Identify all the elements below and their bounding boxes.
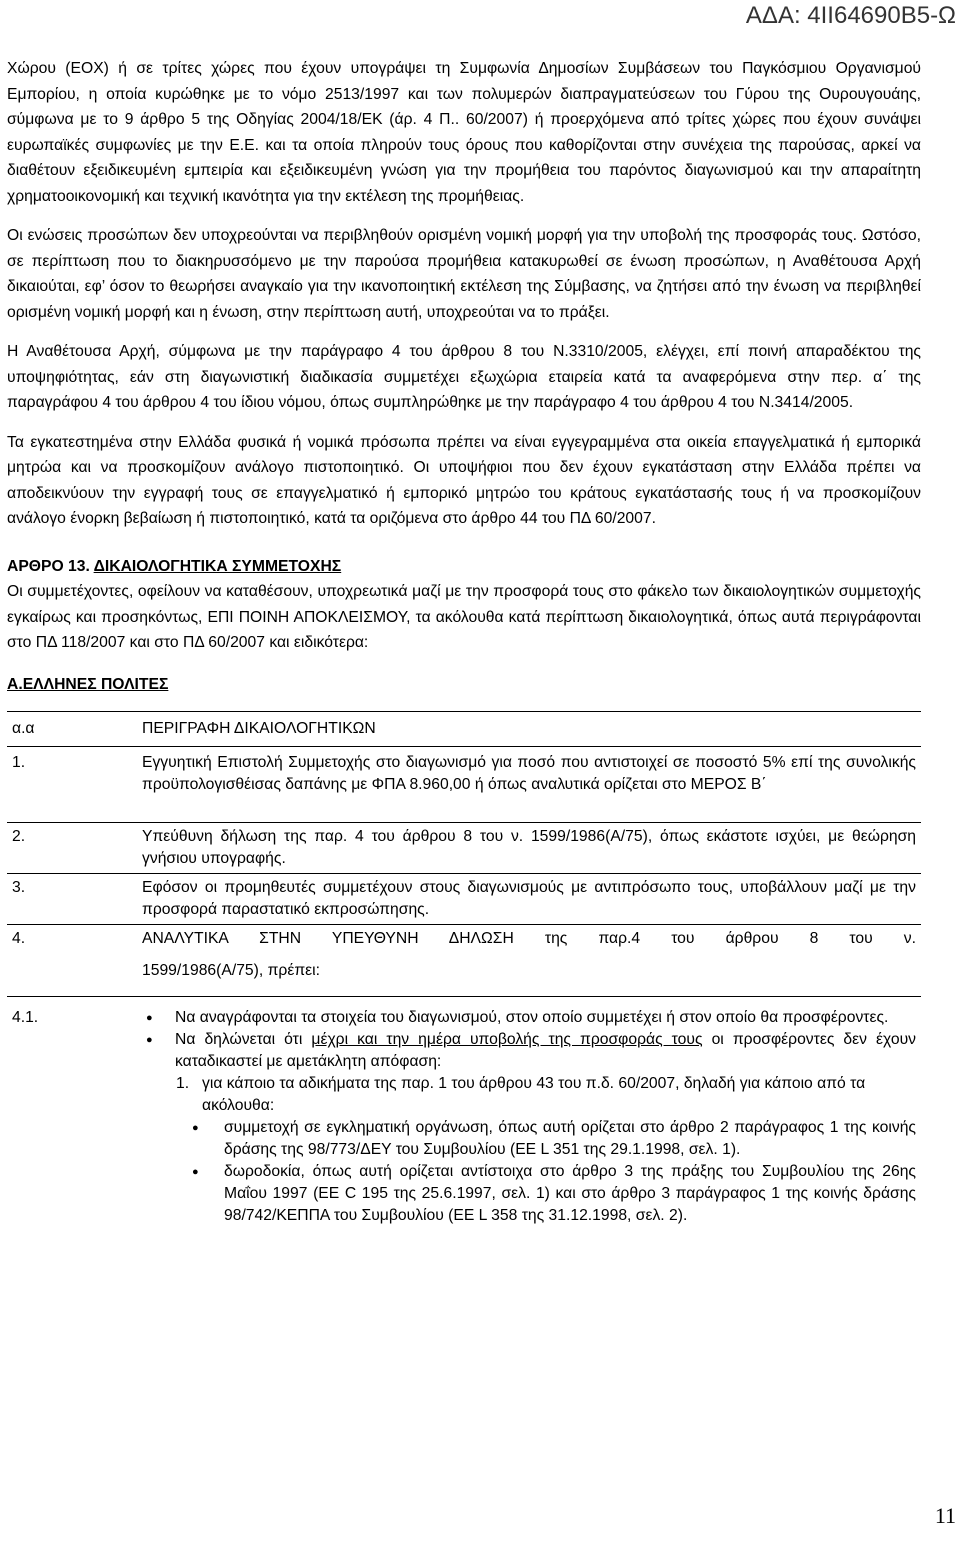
table-row xyxy=(7,874,921,925)
list-item: ● συμμετοχή σε εγκληματική οργάνωση, όπως αυτή ορίζεται στο άρθρο 2 παράγραφος 1 της κοινής δράσης της 98/773/ΔΕΥ του Συμβουλίου (ΕΕ L 351 της 29.1.1998, σελ. 1). xyxy=(190,1117,916,1161)
item-text: για κάποιο τα αδικήματα της παρ. 1 του άρθρου 43 του π.δ. 60/2007, δηλαδή για κάποιο από τα ακόλουθα: xyxy=(202,1075,866,1114)
article-label: ΑΡΘΡΟ 13. xyxy=(7,557,94,575)
sub-bullet-list xyxy=(142,1117,916,1227)
table-header-row xyxy=(7,712,921,747)
table-row xyxy=(7,997,921,1231)
row-num: 2. xyxy=(7,823,137,874)
section-subheading: Α.ΕΛΛΗΝΕΣ ΠΟΛΙΤΕΣ xyxy=(7,675,169,693)
item-text: Να δηλώνεται ότι xyxy=(175,1031,312,1048)
documents-table xyxy=(7,711,921,1230)
article-title: ΔΙΚΑΙΟΛΟΓΗΤΙΚΑ ΣΥΜΜΕΤΟΧΗΣ xyxy=(93,557,342,575)
paragraph: Η Αναθέτουσα Αρχή, σύμφωνα με την παράγραφο 4 του άρθρου 8 του Ν.3310/2005, ελέγχει, επί ποινή απαραδέκτου της υποψηφιότητας, εάν στη διαγωνιστική διαδικασία συμμετέχει εξωχώρια εταιρεία κατά τα αναφερόμενα στην περ. α΄ της παραγράφου 4 του άρθρου 4 του ίδιου νόμου, όπως συμπληρώθηκε με την παράγραφο 4 του άρθρου 4 του Ν.3414/2005. xyxy=(7,343,921,411)
row-text-line: ΑΝΑΛΥΤΙΚΑ ΣΤΗΝ ΥΠΕΥΘΥΝΗ ΔΗΛΩΣΗ της παρ.4 του άρθρου 8 του ν. xyxy=(142,930,916,947)
item-number: 1. xyxy=(176,1075,190,1092)
list-item: ● δωροδοκία, όπως αυτή ορίζεται αντίστοιχα στο άρθρο 3 της πράξης του Συμβουλίου της 26ης Μαΐου 1997 (ΕΕ C 195 της 25.6.1997, σελ. 1) και στο άρθρο 3 παράγραφος 1 της κοινής δράσης 98/742/ΚΕΠΠΑ του Συμβουλίου (ΕΕ L 358 της 31.12.1998, σελ. 2). xyxy=(190,1161,916,1227)
ada-code: ΑΔΑ: 4ΙΙ64690Β5-Ω xyxy=(745,2,956,29)
row-num: 1. xyxy=(7,747,137,823)
article-heading xyxy=(7,554,921,580)
document-body xyxy=(7,56,921,1230)
header-desc: ΠΕΡΙΓΡΑΦΗ ΔΙΚΑΙΟΛΟΓΗΤΙΚΩΝ xyxy=(137,712,921,747)
page-number: 11 xyxy=(934,1503,956,1528)
article-intro: Οι συμμετέχοντες, οφείλουν να καταθέσουν, υποχρεωτικά μαζί με την προσφορά τους στο φάκελο των δικαιολογητικών συμμετοχής εγκαίρως και προσηκόντως, ΕΠΙ ΠΟΙΝΗ ΑΠΟΚΛΕΙΣΜΟΥ, τα ακόλουθα κατά περίπτωση δικαιολογητικά, όπως αυτά περιγράφονται στο ΠΔ 118/2007 και στο ΠΔ 60/2007 και ειδικότερα: xyxy=(7,583,921,651)
paragraph: Οι ενώσεις προσώπων δεν υποχρεούνται να περιβληθούν ορισμένη νομική μορφή για την υποβολή της προσφοράς τους. Ωστόσο, σε περίπτωση που το διακηρυσσόμενο με την παρούσα προμήθεια κατακυρωθεί σε ένωση προσώπων, η Αναθέτουσα Αρχή δικαιούται, εφ’ όσον το θεωρήσει αναγκαίο για την ικανοποιητική εκτέλεση της Σύμβασης, να ζητήσει από την ένωση να περιβληθεί ορισμένη νομική μορφή και η ένωση, στην περίπτωση αυτή, υποχρεούται να το πράξει. xyxy=(7,227,921,321)
row-content xyxy=(137,997,921,1231)
row-num: 4. xyxy=(7,925,137,997)
table-row xyxy=(7,823,921,874)
row-text: Υπεύθυνη δήλωση της παρ. 4 του άρθρου 8 του ν. 1599/1986(Α/75), όπως εκάστοτε ισχύει, με θεώρηση γνήσιου υπογραφής. xyxy=(137,823,921,874)
row-num: 3. xyxy=(7,874,137,925)
table-row xyxy=(7,925,921,997)
item-text: οι προσφέροντες δεν έχουν καταδικαστεί με αμετάκλητη απόφαση: xyxy=(175,1031,917,1070)
row-text-line: 1599/1986(Α/75), πρέπει: xyxy=(142,962,320,979)
list-item xyxy=(176,1073,916,1117)
table-row xyxy=(7,747,921,823)
numbered-list xyxy=(142,1073,916,1117)
row-num: 4.1. xyxy=(12,1009,39,1026)
bullet-list xyxy=(142,1007,916,1073)
row-text: Εγγυητική Επιστολή Συμμετοχής στο διαγωνισμό για ποσό που αντιστοιχεί σε ποσοστό 5% επί της συνολικής προϋπολογισθέισας δαπάνης με ΦΠΑ 8.960,00 ή όπως αναλυτικά ορίζεται στο ΜΕΡΟΣ Β΄ xyxy=(137,747,921,823)
paragraph: Τα εγκατεστημένα στην Ελλάδα φυσικά ή νομικά πρόσωπα πρέπει να είναι εγγεγραμμένα στα οικεία επαγγελματικά ή εμπορικά μητρώα και να προσκομίζουν ανάλογο πιστοποιητικό. Οι υποψήφιοι που δεν έχουν εγκατάσταση στην Ελλάδα πρέπει να αποδεικνύουν την εγγραφή τους σε επαγγελματικό ή εμπορικό μητρώο του κράτους εγκατάστασής τους ή να προσκομίζουν ανάλογο ένορκη βεβαίωση ή πιστοποιητικό, κατά τα οριζόμενα στο άρθρο 44 του ΠΔ 60/2007. xyxy=(7,433,921,527)
header-num: α.α xyxy=(7,712,137,747)
row-text: Εφόσον οι προμηθευτές συμμετέχουν στους διαγωνισμούς με αντιπρόσωπο τους, υποβάλλουν μαζί με την προσφορά παραστατικό εκπροσώπησης. xyxy=(137,874,921,925)
list-item: ● Να αναγράφονται τα στοιχεία του διαγωνισμού, στον οποίο συμμετέχει ή στον οποίο θα προσφέροντες. xyxy=(142,1007,916,1029)
row-text xyxy=(137,925,921,997)
item-underlined-text: μέχρι και την ημέρα υποβολής της προσφοράς τους xyxy=(311,1031,703,1048)
paragraph: Χώρου (ΕΟΧ) ή σε τρίτες χώρες που έχουν υπογράψει τη Συμφωνία Δημοσίων Συμβάσεων του Παγκόσμιου Οργανισμού Εμπορίου, η οποία κυρώθηκε με το νόμο 2513/1997 και των πολυμερών διαπραγματεύσεων του Γύρου της Ουρουγουάης, σύμφωνα με το 9 άρθρο 5 της Οδηγίας 2004/18/ΕΚ (άρ. 4 Π.. 60/2007) ή προερχόμενα από τρίτες χώρες που έχουν συνάψει ευρωπαϊκές συμφωνίες με την Ε.Ε. και τα οποία πληρούν τους όρους που καθορίζονται στην συνέχεια της παρούσας, αρκεί να διαθέτουν εξειδικευμένη εμπειρία και εξειδικευμένη γνώση για την προμήθεια του παρόντος διαγωνισμού και την απαραίτητη χρηματοοικονομική και τεχνική ικανότητα για την εκτέλεση της προμήθειας. xyxy=(7,60,921,205)
list-item xyxy=(142,1029,916,1073)
